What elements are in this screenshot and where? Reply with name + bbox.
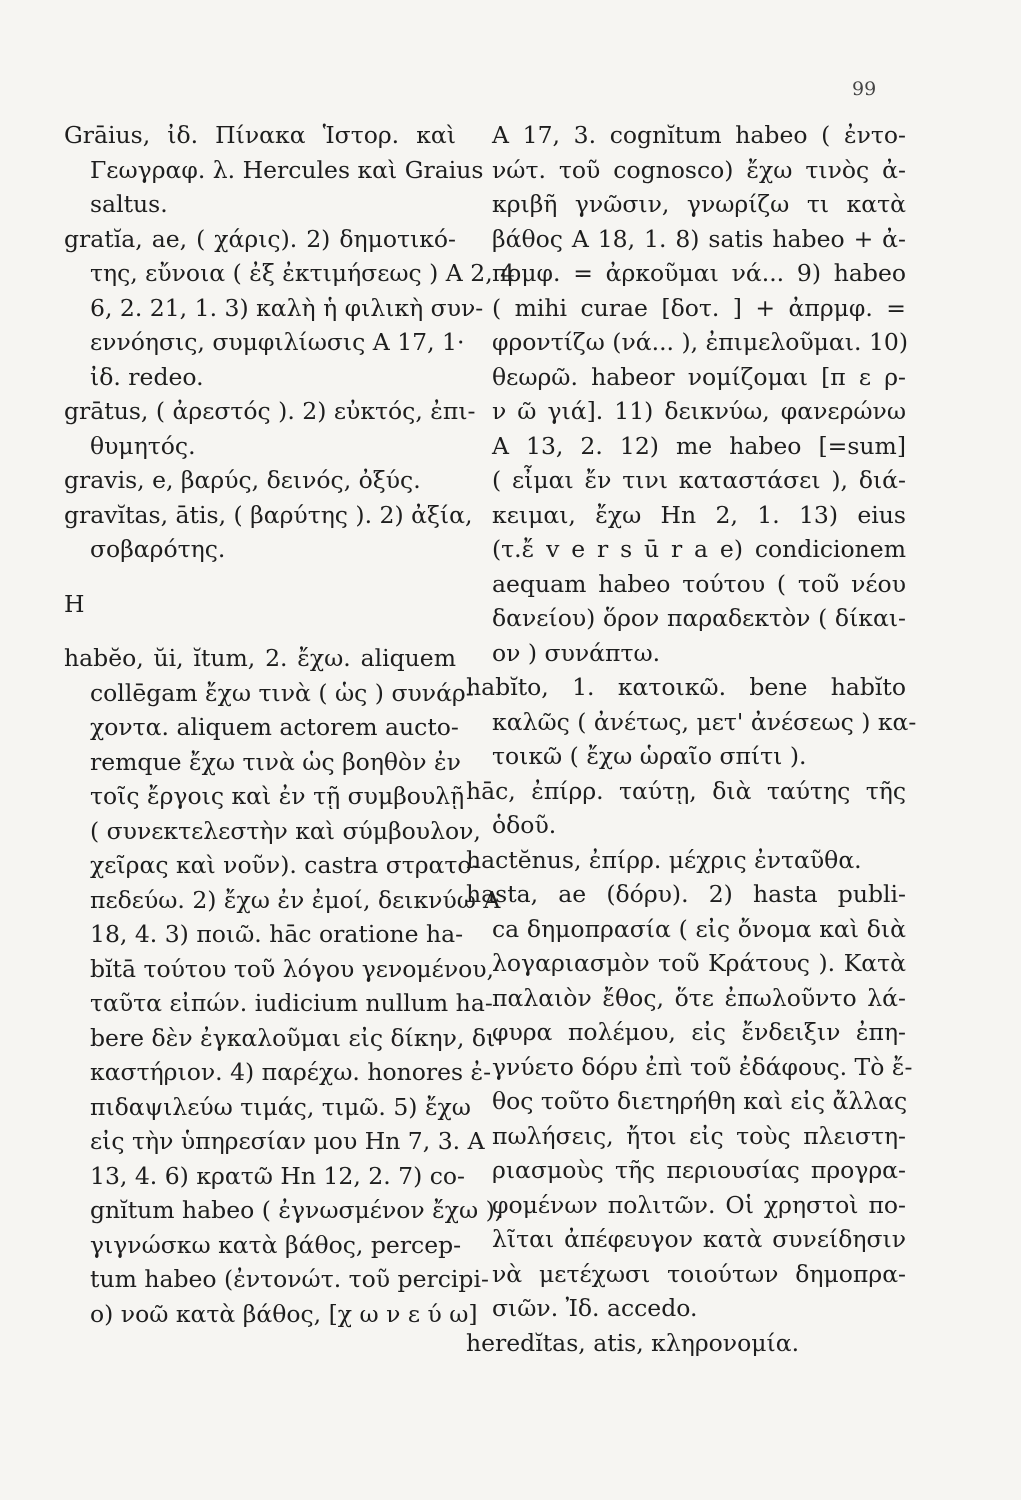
- text-line: εννόησις, συμφιλίωσις Α 17, 1·: [90, 328, 465, 356]
- text-line: 13, 4. 6) κρατῶ Hn 12, 2. 7) co-: [90, 1161, 466, 1190]
- text-line: hāc, ἐπίρρ. ταύτῃ, διὰ ταύτης τῆς: [466, 776, 906, 805]
- text-line: heredĭtas, atis, κληρονομία.: [466, 1328, 800, 1357]
- text-line: ( mihi curae [δοτ. ] + ἀπρμφ. =: [492, 293, 906, 322]
- text-line: φυρα πολέμου, εἰς ἔνδειξιν ἐπη-: [492, 1018, 906, 1046]
- text-line: habĭto, 1. κατοικῶ. bene habĭto: [466, 673, 906, 701]
- text-line: ον ) συνάπτω.: [492, 638, 661, 667]
- text-line: aequam habeo τούτου ( τοῦ νέου: [492, 569, 906, 598]
- text-line: σοβαρότης.: [90, 535, 226, 563]
- text-line: σιῶν. Ἰδ. accedo.: [492, 1294, 698, 1322]
- text-line: χοντα. aliquem actorem aucto-: [90, 713, 459, 741]
- text-line: καλῶς ( ἀνέτως, μετ' ἀνέσεως ) κα-: [492, 707, 917, 736]
- text-line: ca δημοπρασία ( εἰς ὄνομα καὶ διὰ: [492, 914, 906, 943]
- text-line: hasta, ae (δόρυ). 2) hasta publi-: [466, 880, 906, 908]
- text-line: καστήριον. 4) παρέχω. honores ἐ-: [90, 1058, 492, 1086]
- text-line: βάθος Α 18, 1. 8) satis habeo + ἀ-: [492, 224, 906, 253]
- text-line: Α 13, 2. 12) me habeo [=sum]: [492, 431, 906, 460]
- text-line: (τ.ἔ v e r s ū r a e) condicionem: [492, 535, 906, 563]
- text-line: της, εὔνοια ( ἐξ ἐκτιμήσεως ) Α 2, 4: [90, 259, 516, 287]
- text-line: 18, 4. 3) ποιῶ. hāc oratione ha-: [90, 920, 464, 948]
- text-line: φροντίζω (νά... ), ἐπιμελοῦμαι. 10): [492, 328, 909, 356]
- text-line: Γεωγραφ. λ. Hercules καὶ Graius: [90, 155, 484, 184]
- text-line: ν ῶ γιά]. 11) δεικνύω, φανερώνω: [492, 397, 906, 425]
- text-line: ριασμοὺς τῆς περιουσίας προγρα-: [492, 1156, 906, 1184]
- text-line: [64, 621, 456, 641]
- text-line: remque ἔχω τινὰ ὡς βοηθὸν ἐν: [90, 747, 461, 776]
- text-line: γνύετο δόρυ ἐπὶ τοῦ ἐδάφους. Τὸ ἔ-: [492, 1052, 913, 1081]
- text-line: Grāius, ἰδ. Πίνακα Ἱστορ. καὶ: [64, 121, 456, 149]
- text-line: tum habeo (ἐντονώτ. τοῦ percipi-: [90, 1265, 489, 1293]
- text-line: χεῖρας καὶ νοῦν). castra στρατο-: [90, 851, 480, 879]
- text-line: ( συνεκτελεστὴν καὶ σύμβουλον,: [90, 816, 481, 845]
- text-line: gratĭa, ae, ( χάρις). 2) δημοτικό-: [64, 224, 456, 253]
- text-line: bĭtā τούτου τοῦ λόγου γενομένου,: [90, 954, 495, 983]
- text-line: δανείου) ὅρον παραδεκτὸν ( δίκαι-: [492, 604, 906, 632]
- section-letter-heading: H: [64, 589, 85, 618]
- text-line: o) νοῶ κατὰ βάθος, [χ ω ν ε ύ ω]: [90, 1299, 478, 1328]
- text-line: τοῖς ἔργοις καὶ ἐν τῇ συμβουλῇ: [90, 782, 465, 810]
- text-line: φομένων πολιτῶν. Οἱ χρηστοὶ πο-: [492, 1190, 906, 1219]
- text-line: saltus.: [90, 190, 168, 218]
- text-line: grātus, ( ἀρεστός ). 2) εὐκτός, ἐπι-: [64, 397, 476, 425]
- text-line: λογαριασμὸν τοῦ Κράτους ). Κατὰ: [492, 949, 906, 977]
- right-column: [466, 118, 917, 1360]
- text-line: τοικῶ ( ἔχω ὡραῖο σπίτι ).: [492, 742, 807, 770]
- text-line: κριβῆ γνῶσιν, γνωρίζω τι κατὰ: [492, 190, 906, 218]
- text-line: gravis, e, βαρύς, δεινός, ὀξύς.: [64, 466, 421, 494]
- text-line: collēgam ἔχω τινὰ ( ὡς ) συνάρ-: [90, 678, 474, 707]
- text-line: θυμητός.: [90, 431, 196, 460]
- text-line: ταῦτα εἰπών. iudicium nullum ha-: [90, 989, 493, 1017]
- text-line: hactĕnus, ἐπίρρ. μέχρις ἐνταῦθα.: [466, 845, 862, 874]
- text-line: γιγνώσκω κατὰ βάθος, percep-: [90, 1230, 462, 1259]
- text-line: θεωρῶ. habeor νομίζομαι [π ε ρ-: [492, 362, 906, 391]
- text-line: bere δὲν ἐγκαλοῦμαι εἰς δίκην, δι-: [90, 1023, 504, 1052]
- text-line: ( εἶμαι ἔν τινι καταστάσει ), διά-: [492, 466, 906, 494]
- text-line: θος τοῦτο διετηρήθη καὶ εἰς ἄλλας: [492, 1087, 908, 1115]
- text-line: πιδαψιλεύω τιμάς, τιμῶ. 5) ἔχω: [90, 1092, 471, 1121]
- text-line: πωλήσεις, ἤτοι εἰς τοὺς πλειστη-: [492, 1121, 906, 1150]
- text-line: Α 17, 3. cognĭtum habeo ( ἐντο-: [492, 121, 906, 149]
- text-line: ὁδοῦ.: [492, 811, 557, 839]
- text-line: νώτ. τοῦ cognosco) ἔχω τινὸς ἀ-: [492, 155, 906, 184]
- text-line: κειμαι, ἔχω Hn 2, 1. 13) eius: [492, 500, 906, 529]
- text-line: εἰς τὴν ὑπηρεσίαν μου Hn 7, 3. Α: [90, 1127, 485, 1155]
- page-number: 99: [852, 78, 877, 100]
- text-line: gnĭtum habeo ( ἐγνωσμένον ἔχω ),: [90, 1196, 503, 1224]
- left-column: [64, 118, 516, 1331]
- text-line: πεδεύω. 2) ἔχω ἐν ἐμοί, δεικνύω Α: [90, 885, 501, 914]
- text-line: gravĭtas, ātis, ( βαρύτης ). 2) ἀξία,: [64, 500, 473, 529]
- text-line: νὰ μετέχωσι τοιούτων δημοπρα-: [492, 1259, 906, 1288]
- text-line: habĕo, ŭi, ĭtum, 2. ἔχω. aliquem: [64, 644, 456, 672]
- text-line: πρμφ. = ἀρκοῦμαι νά... 9) habeo: [492, 259, 906, 287]
- text-line: 6, 2. 21, 1. 3) καλὴ ἡ φιλικὴ συν-: [90, 293, 484, 322]
- text-line: παλαιὸν ἔθος, ὅτε ἐπωλοῦντο λά-: [492, 983, 906, 1012]
- text-line: λῖται ἀπέφευγον κατὰ συνείδησιν: [492, 1225, 906, 1253]
- text-line: ἰδ. redeo.: [90, 362, 204, 391]
- text-line: [64, 567, 456, 587]
